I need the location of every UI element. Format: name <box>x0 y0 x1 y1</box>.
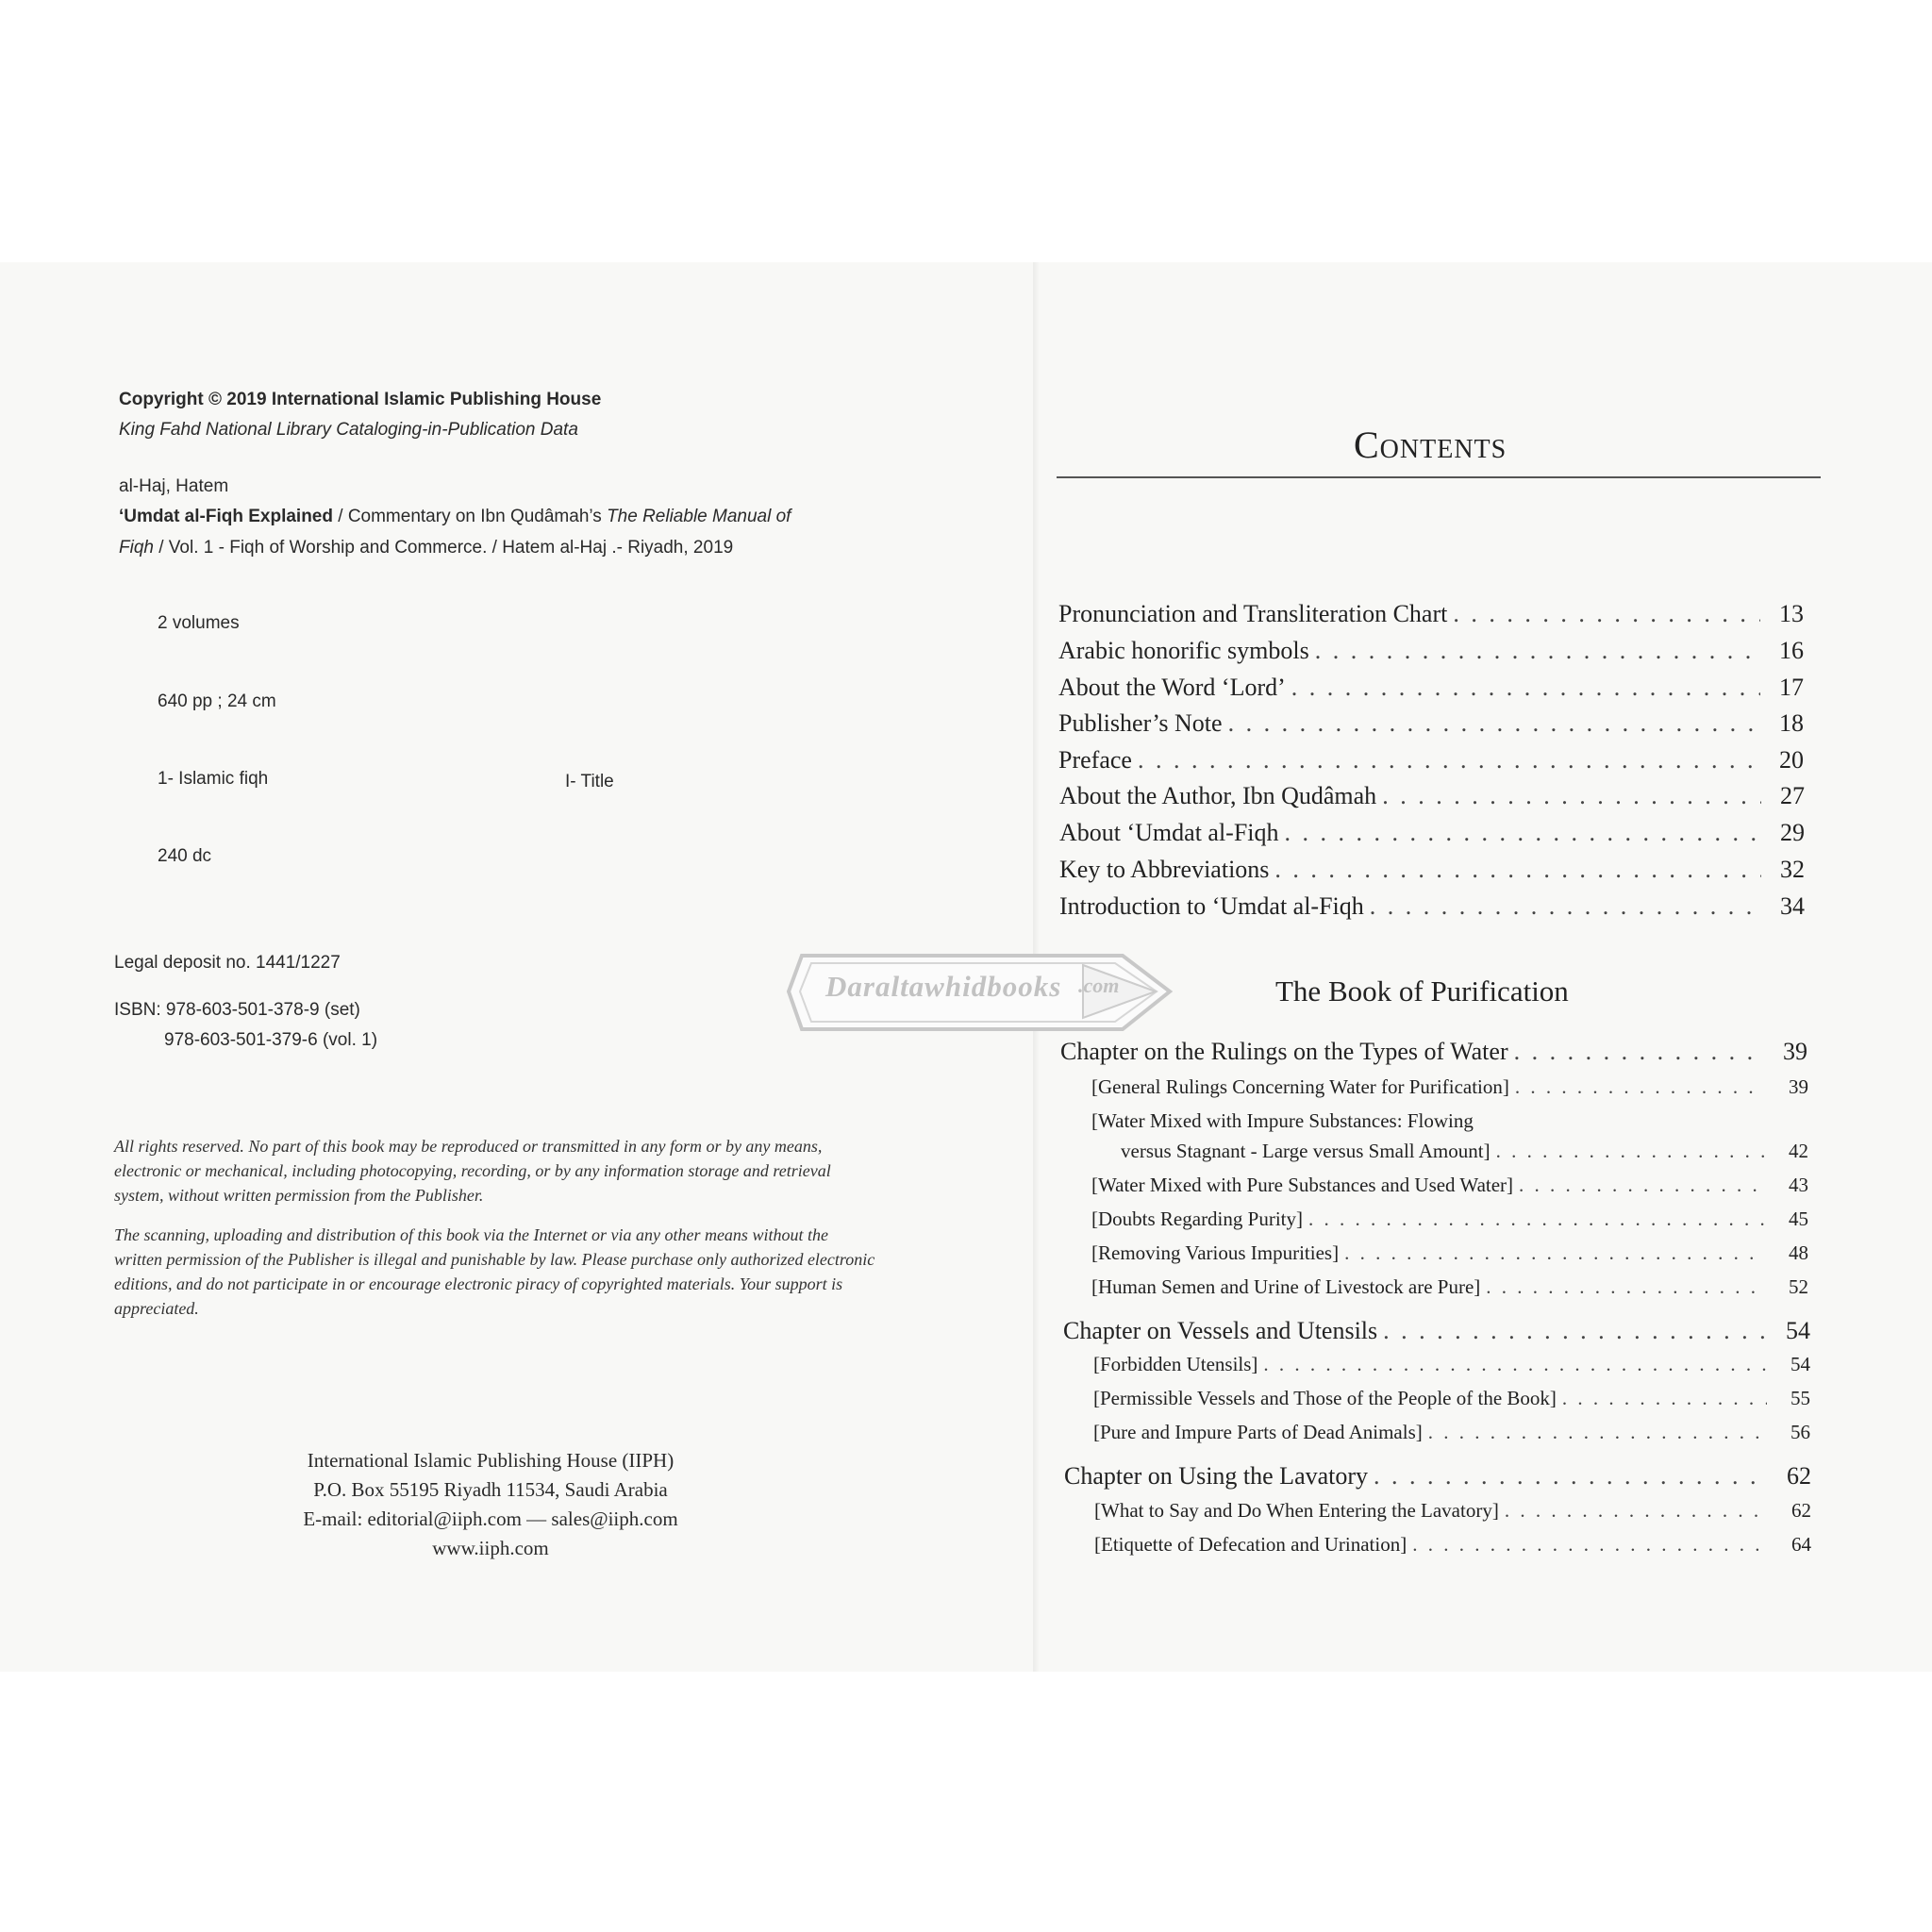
toc-entry: About the Author, Ibn Qudâmah . . . 27 <box>1059 782 1805 810</box>
watermark-suffix: .com <box>1078 974 1120 997</box>
catalog-author: al-Haj, Hatem <box>119 476 229 496</box>
publisher-address <box>264 1446 717 1563</box>
toc-entry: About ‘Umdat al-Fiqh . . . 29 <box>1059 819 1805 847</box>
toc-chapter: Chapter on Using the Lavatory . . . 62 <box>1064 1462 1811 1491</box>
toc-entry: Arabic honorific symbols . . . 16 <box>1058 637 1804 665</box>
toc-subentry: [What to Say and Do When Entering the Lavatory] . . . 62 <box>1094 1499 1811 1523</box>
toc-subentry: [General Rulings Concerning Water for Purification] . . . 39 <box>1091 1075 1808 1099</box>
catalog-title-rest2: / Vol. 1 - Fiqh of Worship and Commerce. / Hatem al-Haj .- Riyadh, 2019 <box>153 538 734 558</box>
toc-subentry: [Etiquette of Defecation and Urination] . . . 64 <box>1094 1533 1811 1557</box>
toc-chapter: Chapter on the Rulings on the Types of Water . . . 39 <box>1060 1038 1807 1066</box>
publisher-website: www.iiph.com <box>432 1537 549 1559</box>
legal-deposit: Legal deposit no. 1441/1227 <box>114 953 341 973</box>
publisher-po-box: P.O. Box 55195 Riyadh 11534, Saudi Arabia <box>313 1478 668 1501</box>
section-heading: The Book of Purification <box>1275 974 1569 1008</box>
catalog-volumes: 2 volumes <box>158 613 240 633</box>
contents-heading: Contents <box>1354 424 1507 466</box>
catalog-title-italic1: The Reliable Manual of <box>607 507 791 526</box>
toc-entry: Key to Abbreviations . . . 32 <box>1059 856 1805 884</box>
toc-subentry: [Human Semen and Urine of Livestock are Pure] . . . 52 <box>1091 1275 1808 1299</box>
catalog-title-italic2: Fiqh <box>119 538 154 558</box>
toc-subentry: [Permissible Vessels and Those of the People of the Book] . . . 55 <box>1093 1387 1810 1410</box>
isbn-volume: 978-603-501-379-6 (vol. 1) <box>164 1030 378 1050</box>
catalog-title-entry: I- Title <box>565 772 614 791</box>
toc-subentry: [Doubts Regarding Purity] . . . 45 <box>1091 1208 1808 1231</box>
toc-subentry: [Pure and Impure Parts of Dead Animals] . . . 56 <box>1093 1421 1810 1444</box>
toc-subentry: [Water Mixed with Pure Substances and Used Water] . . . 43 <box>1091 1174 1808 1197</box>
toc-entry: Pronunciation and Transliteration Chart . . . 13 <box>1058 600 1804 628</box>
copyright-line: Copyright © 2019 International Islamic Publishing House <box>119 390 602 409</box>
contents-rule <box>1057 476 1821 478</box>
cataloging-line: King Fahd National Library Cataloging-in-Publication Data <box>119 420 578 440</box>
toc-subentry-wrap-line: [Water Mixed with Impure Substances: Flowing <box>1091 1109 1474 1132</box>
rights-paragraph-1: All rights reserved. No part of this book may be reproduced or transmitted in any form or by any means, electronic or mechanical, including photocopying, recording, or by any information storage and retrieval system, without written permission from the Publisher. <box>114 1137 831 1205</box>
toc-subentry: versus Stagnant - Large versus Small Amount] . . . 42 <box>1121 1140 1808 1163</box>
catalog-dewey: 240 dc <box>158 846 212 866</box>
toc-entry: Publisher’s Note . . . 18 <box>1058 709 1804 738</box>
catalog-title-bold: ‘Umdat al-Fiqh Explained <box>119 507 333 526</box>
toc-entry: Introduction to ‘Umdat al-Fiqh . . . 34 <box>1059 892 1805 921</box>
publisher-email: E-mail: editorial@iiph.com — sales@iiph.com <box>303 1507 678 1530</box>
isbn-set: ISBN: 978-603-501-378-9 (set) <box>114 1000 360 1020</box>
toc-chapter: Chapter on Vessels and Utensils . . . 54 <box>1063 1317 1810 1345</box>
catalog-pages: 640 pp ; 24 cm <box>158 691 276 711</box>
toc-entry: Preface . . . 20 <box>1058 746 1804 774</box>
toc-entry: About the Word ‘Lord’ . . . 17 <box>1058 674 1804 702</box>
catalog-title-line2 <box>119 538 733 558</box>
toc-subentry: [Removing Various Impurities] . . . 48 <box>1091 1241 1808 1265</box>
toc-subentry: [Forbidden Utensils] . . . 54 <box>1093 1353 1810 1376</box>
publisher-name: International Islamic Publishing House (IIPH) <box>307 1449 675 1472</box>
catalog-title-rest1: / Commentary on Ibn Qudâmah’s <box>332 507 608 526</box>
watermark-text: Daraltawhidbooks <box>825 970 1062 1003</box>
rights-paragraph-2: The scanning, uploading and distribution of this book via the Internet or via any other means without the written permission of the Publisher is illegal and punishable by law. Please purchase only authorized electronic editions, and do not participate in or encourage electronic piracy of copyrighted materials. Your support is appreciated. <box>114 1225 875 1318</box>
catalog-title-line1 <box>119 507 791 527</box>
catalog-subject: 1- Islamic fiqh <box>158 769 269 789</box>
